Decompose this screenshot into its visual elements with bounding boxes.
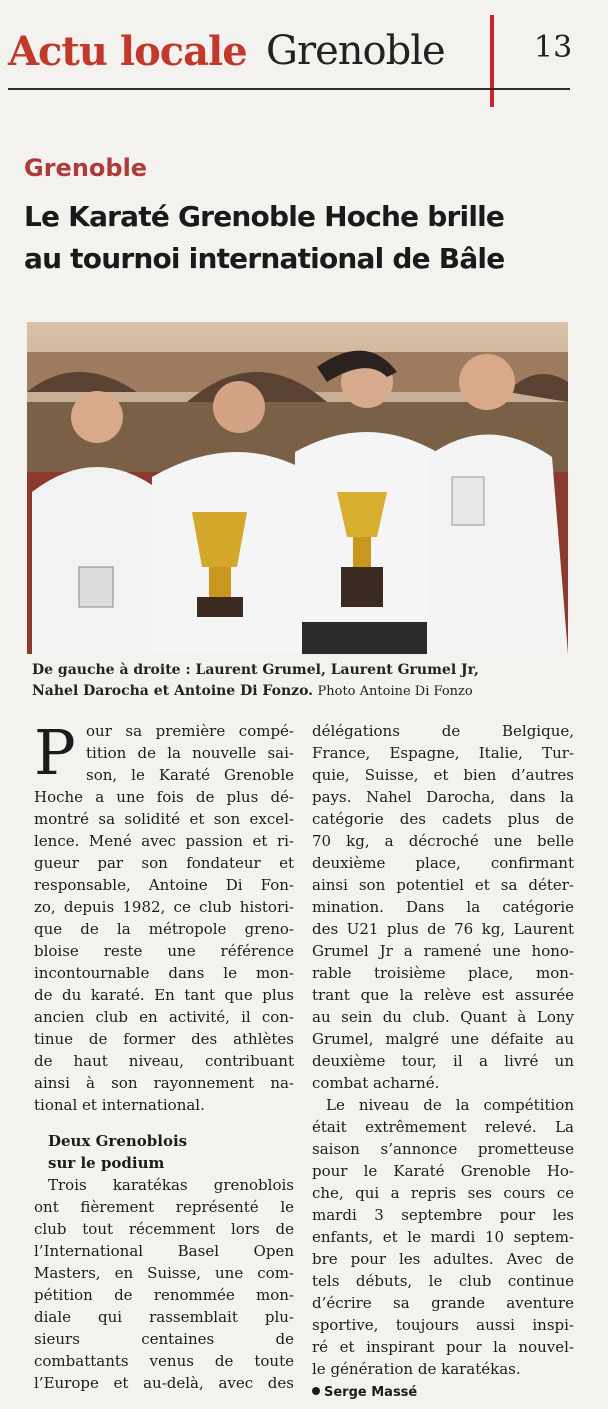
article-column-left xyxy=(34,716,294,1394)
body-line: de haut niveau, contribuant xyxy=(34,1052,294,1070)
body-line: incontournable dans le mon- xyxy=(34,964,294,982)
body-line: Trois karatékas grenoblois xyxy=(48,1176,294,1194)
body-line: tition de la nouvelle sai- xyxy=(86,744,294,762)
body-line: au sein du club. Quant à Lony xyxy=(312,1008,574,1026)
subhead-line: sur le podium xyxy=(48,1154,165,1172)
body-line: était extrêmement relevé. La xyxy=(312,1118,574,1136)
body-line: mination. Dans la catégorie xyxy=(312,898,574,916)
body-line: responsable, Antoine Di Fon- xyxy=(34,876,294,894)
body-line: tinue de former des athlètes xyxy=(34,1030,294,1048)
header-divider-bar xyxy=(490,15,494,107)
body-line: de du karaté. En tant que plus xyxy=(34,986,294,1004)
body-line: our sa première compé- xyxy=(86,722,294,740)
caption-names: De gauche à droite : Laurent Grumel, Laurent Grumel Jr, xyxy=(32,662,479,678)
body-line: France, Espagne, Italie, Tur- xyxy=(312,744,574,762)
body-line: ont fièrement représenté le xyxy=(34,1198,294,1216)
body-line: sieurs centaines de xyxy=(34,1330,294,1348)
body-line: trant que la relève est assurée xyxy=(312,986,574,1004)
body-line: l’Europe et au-delà, avec des xyxy=(34,1374,294,1392)
body-line: catégorie des cadets plus de xyxy=(312,810,574,828)
subhead-line: Deux Grenoblois xyxy=(48,1132,188,1150)
body-line: d’écrire sa grande aventure xyxy=(312,1294,574,1312)
caption-names: Nahel Darocha et Antoine Di Fonzo. xyxy=(32,683,314,699)
body-line: deuxième tour, il a livré un xyxy=(312,1052,574,1070)
body-line: ancien club en activité, il con- xyxy=(34,1008,294,1026)
body-line: son, le Karaté Grenoble xyxy=(86,766,294,784)
photo-caption xyxy=(32,660,572,702)
body-line: gueur par son fondateur et xyxy=(34,854,294,872)
headline-line: Le Karaté Grenoble Hoche brille xyxy=(24,200,505,233)
body-line: ré et inspirant pour la nouvel- xyxy=(312,1338,574,1356)
body-line: l’International Basel Open xyxy=(34,1242,294,1260)
body-line: combattants venus de toute xyxy=(34,1352,294,1370)
body-line: combat acharné. xyxy=(312,1074,440,1092)
section-kicker: Actu locale xyxy=(8,28,247,75)
article-headline xyxy=(24,196,584,280)
body-line: diale qui rassemblait plu- xyxy=(34,1308,294,1326)
body-line: que de la métropole greno- xyxy=(34,920,294,938)
caption-credit: Photo Antoine Di Fonzo xyxy=(317,684,473,699)
body-line: club tout récemment lors de xyxy=(34,1220,294,1238)
author-name: Serge Massé xyxy=(324,1385,418,1400)
body-line: pour le Karaté Grenoble Ho- xyxy=(312,1162,574,1180)
body-line: le génération de karatékas. xyxy=(312,1360,521,1378)
body-line: délégations de Belgique, xyxy=(312,722,574,740)
body-line: sportive, toujours aussi inspi- xyxy=(312,1316,574,1334)
body-line: saison s’annonce prometteuse xyxy=(312,1140,574,1158)
body-line: Hoche a une fois de plus dé- xyxy=(34,788,294,806)
body-line: pétition de renommée mon- xyxy=(34,1286,294,1304)
body-line: Grumel Jr a ramené une hono- xyxy=(312,942,574,960)
body-line: quie, Suisse, et bien d’autres xyxy=(312,766,574,784)
bullet-icon xyxy=(312,1387,320,1395)
body-line: lence. Mené avec passion et ri- xyxy=(34,832,294,850)
body-line: ainsi à son rayonnement na- xyxy=(34,1074,294,1092)
article-locality: Grenoble xyxy=(24,154,148,182)
body-line: deuxième place, confirmant xyxy=(312,854,574,872)
body-line: 70 kg, a décroché une belle xyxy=(312,832,574,850)
drop-cap: P xyxy=(34,716,76,789)
spacer xyxy=(34,1116,294,1130)
author-byline xyxy=(312,1380,574,1402)
header-rule xyxy=(8,88,570,90)
body-line: Le niveau de la compétition xyxy=(326,1096,574,1114)
body-line: zo, depuis 1982, ce club histori- xyxy=(34,898,294,916)
photo-illustration xyxy=(27,322,568,654)
article-column-right xyxy=(312,720,574,1402)
body-line: Masters, en Suisse, une com- xyxy=(34,1264,294,1282)
body-line: pays. Nahel Darocha, dans la xyxy=(312,788,574,806)
body-line: tional et international. xyxy=(34,1096,205,1114)
body-line: che, qui a repris ses cours ce xyxy=(312,1184,574,1202)
body-line: ainsi son potentiel et sa déter- xyxy=(312,876,574,894)
body-line: bloise reste une référence xyxy=(34,942,294,960)
body-line: enfants, et le mardi 10 septem- xyxy=(312,1228,574,1246)
article-photo xyxy=(27,322,568,654)
body-line: tels débuts, le club continue xyxy=(312,1272,574,1290)
body-line: des U21 plus de 76 kg, Laurent xyxy=(312,920,574,938)
headline-line: au tournoi international de Bâle xyxy=(24,242,505,275)
body-line: montré sa solidité et son excel- xyxy=(34,810,294,828)
body-line: Grumel, malgré une défaite au xyxy=(312,1030,574,1048)
body-line: rable troisième place, mon- xyxy=(312,964,574,982)
body-line: mardi 3 septembre pour les xyxy=(312,1206,574,1224)
body-line: bre pour les adultes. Avec de xyxy=(312,1250,574,1268)
page-number: 13 xyxy=(534,30,573,65)
section-city: Grenoble xyxy=(266,28,445,74)
